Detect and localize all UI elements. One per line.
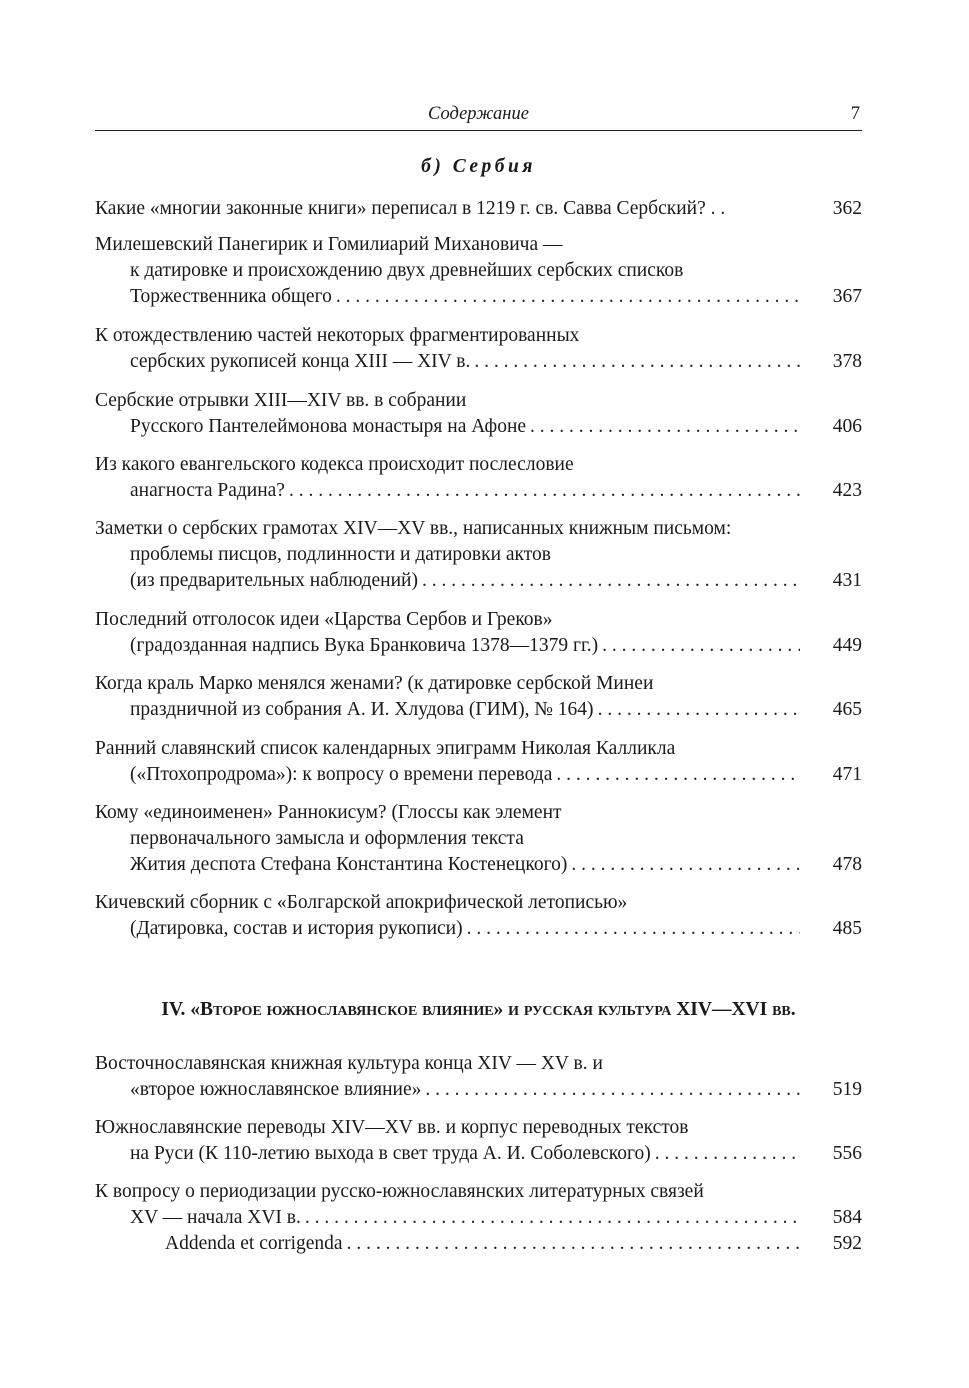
toc-entry[interactable] [95,452,862,504]
running-head [95,104,862,131]
dot-leader [474,349,800,375]
toc-entry[interactable] [95,323,862,375]
toc-entry[interactable] [95,736,862,788]
section-heading-serbia: б) Сербия [421,156,536,177]
toc-entry-title: Последний отголосок идеи «Царства Сербов и Греков» [95,609,553,630]
toc-entry-page: 519 [832,1079,862,1100]
toc-entry[interactable] [95,671,862,723]
toc-entry-title-cont: Торжественника общего [130,286,332,307]
toc-entry-page: 556 [832,1143,862,1164]
toc-entry-title-cont: проблемы писцов, подлинности и датировки актов [130,544,551,565]
toc-entry-page: 362 [832,198,862,219]
toc-entry-title-cont: Русского Пантелеймонова монастыря на Афоне [130,416,527,437]
toc-entry-title: Заметки о сербских грамотах XIV—XV вв., написанных книжным письмом: [95,518,732,539]
dot-leader [556,762,800,788]
toc-entry-page: 406 [832,416,862,437]
dot-leader [289,478,800,504]
toc-entry[interactable] [95,196,862,222]
running-title: Содержание [428,104,529,124]
dot-leader [571,852,800,878]
toc-entry-title: Восточнославянская книжная культура конца XIV — XV в. и [95,1053,603,1074]
toc-entry[interactable] [95,607,862,659]
toc-entry-page: 478 [832,854,862,875]
toc-entry-title: Южнославянские переводы XIV—XV вв. и корпус переводных текстов [95,1117,689,1138]
toc-entry[interactable] [95,890,862,942]
toc-entry-title-cont: на Руси (К 110-летию выхода в свет труда А. И. Соболевского) [130,1143,651,1164]
toc-entry-title: Когда краль Марко менялся женами? (к датировке сербской Минеи [95,673,654,694]
page-number: 7 [850,104,860,124]
toc-entry-title: Кичевский сборник с «Болгарской апокрифической летописью» [95,892,628,913]
toc-entry-title-cont: (градозданная надпись Вука Бранковича 1378—1379 гг.) [130,635,599,656]
toc-entry[interactable] [95,1179,862,1257]
toc-entry-page: 584 [832,1207,862,1228]
toc-entry[interactable] [95,516,862,594]
toc-entry-page: 485 [832,918,862,939]
toc-entry-title: Ранний славянский список календарных эпиграмм Николая Калликла [95,738,676,759]
dot-leader [305,1205,800,1231]
toc-entry[interactable] [95,1231,862,1257]
toc-entry-title: К вопросу о периодизации русско-южнославянских литературных связей [95,1181,704,1202]
toc-entry[interactable] [95,388,862,440]
toc-entry-title: Какие «многии законные книги» переписал в 1219 г. св. Савва Сербский? . . [95,198,726,219]
toc-entry-title-cont: праздничной из собрания А. И. Хлудова (ГИМ), № 164) [130,699,594,720]
toc-entry-title-cont: первоначального замысла и оформления текста [130,828,524,849]
toc-entry-page: 471 [832,764,862,785]
toc-entry-title: Кому «единоименен» Раннокисум? (Глоссы как элемент [95,802,562,823]
toc-entry-page: 592 [832,1233,862,1254]
toc-entry-title-cont: (Датировка, состав и история рукописи) [130,918,463,939]
toc-entry-page: 423 [832,480,862,501]
part-heading-iv: IV. «Второе южнославянское влияние» и русская культура XIV—XVI вв. [161,999,796,1020]
toc-entry-title: Addenda et corrigenda [165,1233,343,1254]
toc-entry-title-cont: (из предварительных наблюдений) [130,570,418,591]
dot-leader [655,1141,800,1167]
toc-entry-title-cont: Жития деспота Стефана Константина Костенецкого) [130,854,568,875]
toc-entry-page: 465 [832,699,862,720]
dot-leader [347,1231,800,1257]
toc-entry-title-cont: («Птохопродрома»): к вопросу о времени перевода [130,764,553,785]
dot-leader [425,1077,800,1103]
toc-entry-title-cont: «второе южнославянское влияние» [130,1079,422,1100]
toc-entry[interactable] [95,1051,862,1103]
toc-entry[interactable] [95,1115,862,1167]
dot-leader [602,633,800,659]
toc-entry-page: 449 [832,635,862,656]
dot-leader [530,414,800,440]
toc-entry[interactable] [95,232,862,310]
toc-entry-page: 367 [832,286,862,307]
toc-entry-title: К отождествлению частей некоторых фрагментированных [95,325,580,346]
toc-entry-title-cont: анагноста Радина? [130,480,285,501]
dot-leader [336,284,800,310]
toc-entry-title: Сербские отрывки XIII—XIV вв. в собрании [95,390,467,411]
toc-entry-title-cont: к датировке и происхождению двух древнейших сербских списков [130,260,684,281]
toc-entry-title-cont: сербских рукописей конца XIII — XIV в. [130,351,471,372]
toc-entry-title: Из какого евангельского кодекса происходит послесловие [95,454,574,475]
toc-entry-title: Милешевский Панегирик и Гомилиарий Михановича — [95,234,563,255]
toc-entry-page: 378 [832,351,862,372]
toc-entry-title-cont: XV — начала XVI в. [130,1207,301,1228]
toc-entry-page: 431 [832,570,862,591]
dot-leader [598,697,800,723]
dot-leader [467,916,800,942]
dot-leader [422,568,800,594]
toc-entry[interactable] [95,800,862,878]
